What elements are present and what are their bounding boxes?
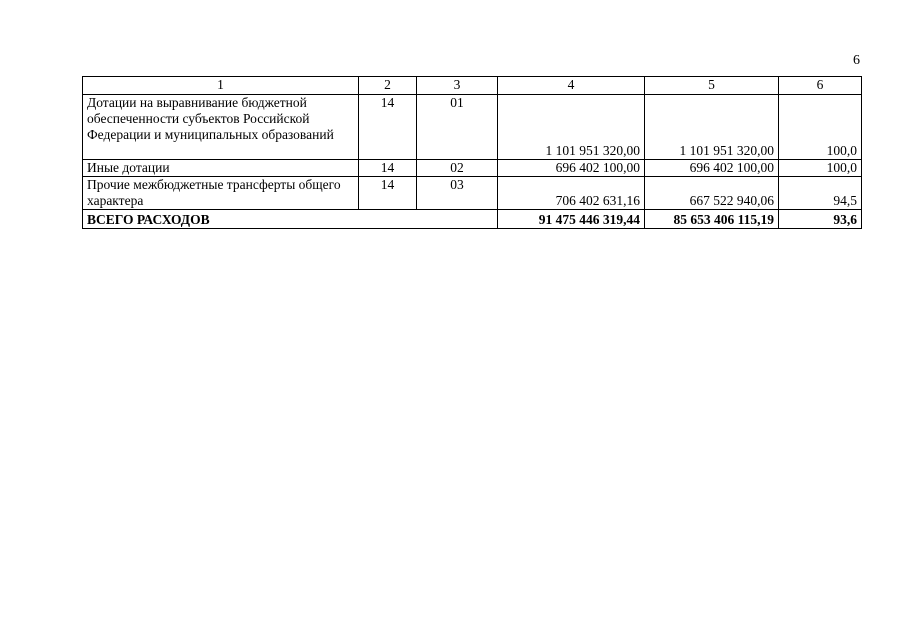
row-planned: 696 402 100,00 [498, 160, 645, 177]
page-number: 6 [853, 53, 860, 68]
table-total-row [83, 210, 862, 229]
row-actual: 667 522 940,06 [645, 177, 779, 210]
row-name: Дотации на выравнивание бюджетной обеспеченности субъектов Российской Федерации и муниципальных образований [83, 95, 359, 160]
row-section: 14 [359, 95, 417, 160]
row-subsection: 01 [417, 95, 498, 160]
total-percent: 93,6 [779, 210, 862, 229]
total-planned: 91 475 446 319,44 [498, 210, 645, 229]
row-actual: 696 402 100,00 [645, 160, 779, 177]
row-percent: 100,0 [779, 95, 862, 160]
row-name: Прочие межбюджетные трансферты общего характера [83, 177, 359, 210]
row-planned: 1 101 951 320,00 [498, 95, 645, 160]
row-percent: 100,0 [779, 160, 862, 177]
header-cell: 6 [779, 77, 862, 95]
header-cell: 5 [645, 77, 779, 95]
total-label: ВСЕГО РАСХОДОВ [83, 210, 498, 229]
row-subsection: 02 [417, 160, 498, 177]
header-cell: 4 [498, 77, 645, 95]
total-actual: 85 653 406 115,19 [645, 210, 779, 229]
header-cell: 1 [83, 77, 359, 95]
row-planned: 706 402 631,16 [498, 177, 645, 210]
row-subsection: 03 [417, 177, 498, 210]
row-name: Иные дотации [83, 160, 359, 177]
table-header-row [83, 77, 862, 95]
table-row [83, 160, 862, 177]
row-percent: 94,5 [779, 177, 862, 210]
table-row [83, 95, 862, 160]
header-cell: 3 [417, 77, 498, 95]
budget-table [82, 76, 862, 229]
header-cell: 2 [359, 77, 417, 95]
row-section: 14 [359, 160, 417, 177]
table-row [83, 177, 862, 210]
row-actual: 1 101 951 320,00 [645, 95, 779, 160]
row-section: 14 [359, 177, 417, 210]
